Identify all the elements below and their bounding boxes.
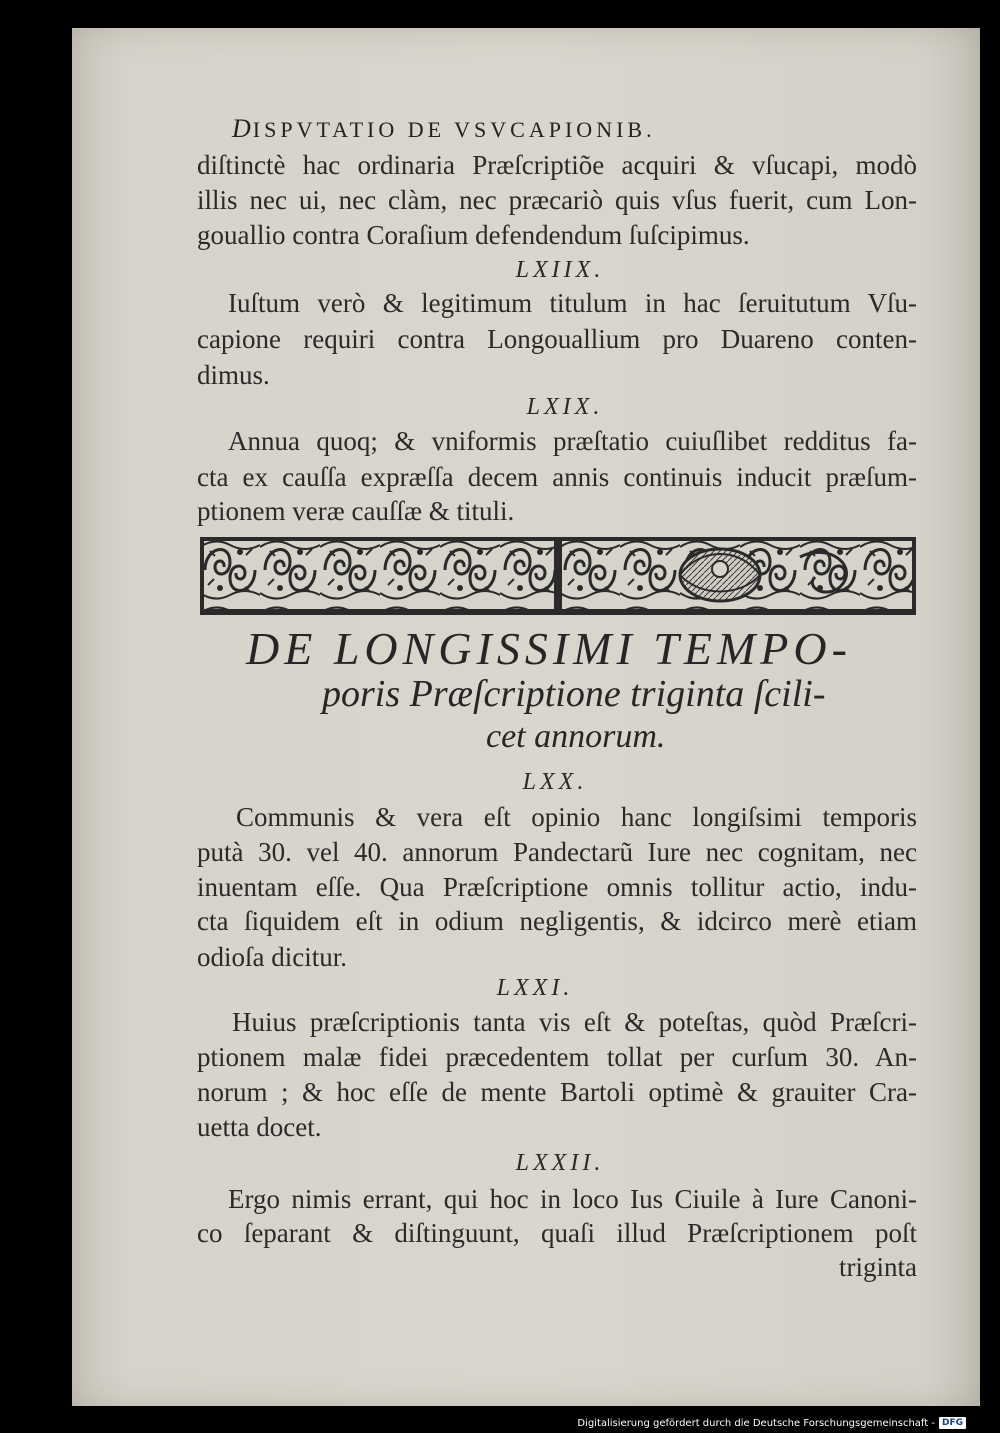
text-line: inuentam eſſe. Qua Præſcriptione omnis tollitur actio, indu- [197,872,917,902]
section-number: LXIIX. [515,257,605,283]
footer-text: Digitalisierung gefördert durch die Deutsche Forschungsgemeinschaft - [577,1417,935,1429]
section-number: LXX. [522,769,588,795]
text-line: uetta docet. [197,1112,322,1142]
section-title-line-1: DE LONGISSIMI TEMPO- [246,623,852,674]
text-line: Annua quoq; & vniformis præſtatio cuiuſlibet redditus fa- [228,426,917,456]
text-line: cta ex cauſſa expræſſa decem annis continuis inducit præſum- [197,462,917,492]
text-line: illis nec ui, nec clàm, nec præcariò quis vſus fuerit, cum Lon- [197,185,917,215]
text-line: Ergo nimis errant, qui hoc in loco Ius Ciuile à Iure Canoni- [228,1184,917,1214]
catchword: triginta [839,1252,917,1282]
dfg-logo: DFG [939,1417,966,1429]
text-line: putà 30. vel 40. annorum Pandectarũ Iure nec cognitam, nec [197,837,917,867]
text-line: Huius præſcriptionis tanta vis eſt & poteſtas, quòd Præſcri- [232,1007,917,1037]
text-line: odioſa dicitur. [197,942,347,972]
text-line: norum ; & hoc eſſe de mente Bartoli optimè & grauiter Cra- [197,1077,917,1107]
text-line: co ſeparant & diſtinguunt, quaſi illud Præſcriptionem poſt [197,1218,917,1248]
section-number: LXXI. [496,975,574,1001]
section-title-line-2: poris Præſcriptione triginta ſcili- [322,673,826,715]
text-line: cta ſiquidem eſt in odium negligentis, & idcirco merè etiam [197,906,917,936]
section-number: LXIX. [526,394,604,420]
text-line: Iuſtum verò & legitimum titulum in hac ſeruitutum Vſu- [228,288,917,318]
text-line: dimus. [197,360,270,390]
running-head-text: ISPVTATIO DE VSVCAPIONIB. [252,117,656,142]
text-line: gouallio contra Coraſium defendendum ſuſcipimus. [197,220,750,250]
running-head [232,114,792,144]
text-line: capione requiri contra Longouallium pro Duareno conten- [197,324,917,354]
text-line: ptionem veræ cauſſæ & tituli. [197,496,515,526]
section-title-line-3: cet annorum. [486,718,666,755]
text-line: ptionem malæ fidei præcedentem tollat per curſum 30. An- [197,1042,917,1072]
section-number: LXXII. [515,1150,605,1176]
text-line: diſtinctè hac ordinaria Præſcriptiõe acquiri & vſucapi, modò [197,150,917,180]
woodcut-ornament-band [200,537,916,615]
running-head-initial: D [232,114,253,143]
digitization-credit [577,1417,966,1429]
text-line: Communis & vera eſt opinio hanc longiſsimi temporis [236,802,917,832]
